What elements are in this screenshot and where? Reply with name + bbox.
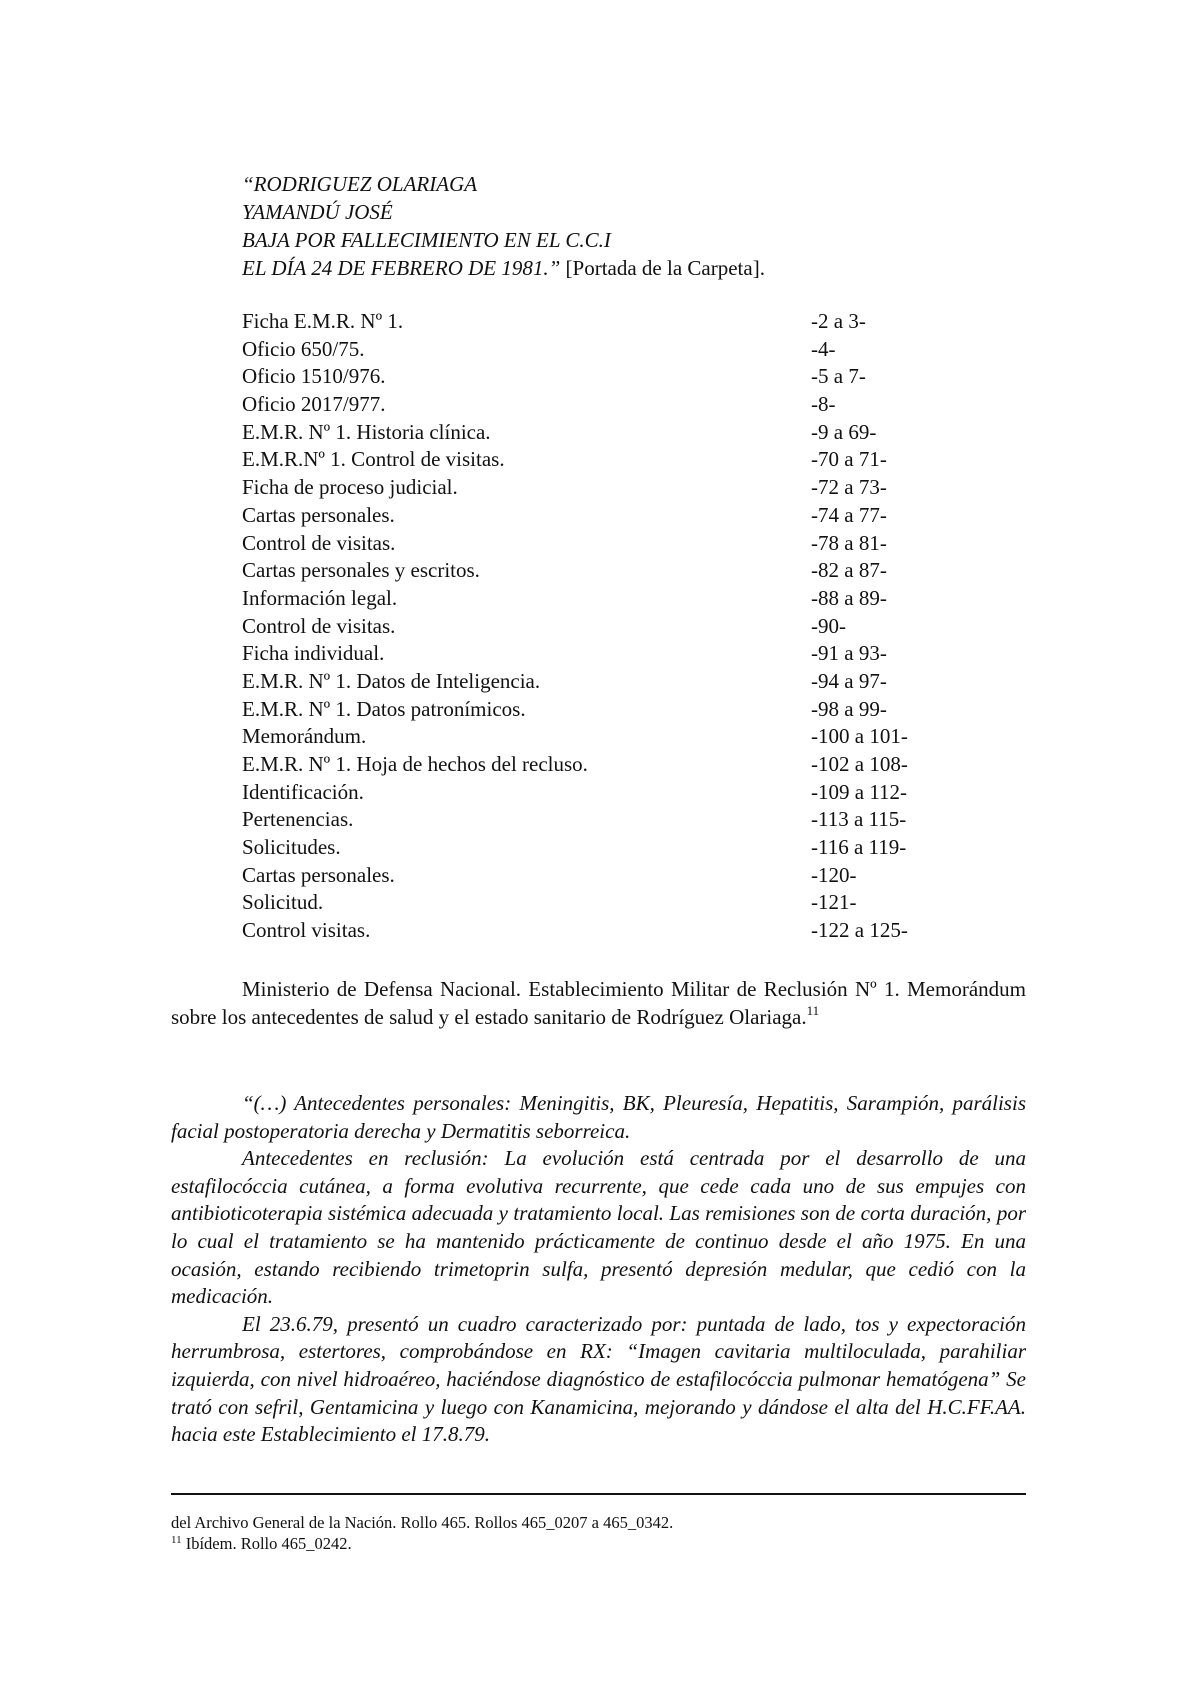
index-entry [242,502,962,530]
cover-line-1: “RODRIGUEZ OLARIAGA [242,172,478,196]
index-entry-title: Cartas personales. [242,862,395,887]
index-entry-pages: -116 a 119- [811,835,907,860]
index-entry-pages: -9 a 69- [811,419,877,444]
index-entry [242,917,962,945]
index-entry-title: E.M.R. Nº 1. Historia clínica. [242,419,491,444]
index-entry [242,308,962,336]
index-entry [242,557,962,585]
index-entry-title: Control visitas. [242,918,371,943]
index-entry-pages: -2 a 3- [811,309,866,333]
footnote-continuation: del Archivo General de la Nación. Rollo 465. Rollos 465_0207 a 465_0342. [171,1513,674,1532]
index-entry [242,889,962,917]
index-entry-title: Solicitud. [242,890,324,915]
folder-cover-title [242,170,765,282]
footnote-separator [171,1493,1026,1495]
index-entry [242,806,962,834]
index-entry-title: Control de visitas. [242,530,396,555]
index-entry-pages: -5 a 7- [811,364,866,389]
medical-quote [171,1090,1026,1449]
index-entry-title: Identificación. [242,779,364,804]
index-entry-title: E.M.R. Nº 1. Datos patronímicos. [242,696,526,721]
footnote-ref-11: 11 [806,1002,820,1018]
index-entry-pages: -113 a 115- [811,807,907,832]
memo-paragraph [171,976,1026,1033]
index-entry-pages: -120- [811,862,857,887]
index-entry [242,336,962,364]
index-entry-title: Oficio 1510/976. [242,364,386,389]
index-entry-title: Ficha de proceso judicial. [242,475,458,500]
index-entry-pages: -8- [811,392,836,417]
index-entry-pages: -94 a 97- [811,668,887,693]
index-entry-title: Solicitudes. [242,835,341,860]
index-entry [242,834,962,862]
index-entry [242,668,962,696]
index-entry [242,391,962,419]
index-entry-title: Control de visitas. [242,613,396,638]
index-entry-pages: -82 a 87- [811,558,887,583]
footnotes [171,1512,1026,1557]
index-entry-pages: -70 a 71- [811,447,887,472]
cover-line-4: EL DÍA 24 DE FEBRERO DE 1981.” [242,256,561,280]
index-entry-pages: -98 a 99- [811,696,887,721]
index-entry-pages: -88 a 89- [811,585,887,610]
index-entry-pages: -4- [811,336,836,361]
index-entry-pages: -102 a 108- [811,752,908,776]
index-entry-pages: -74 a 77- [811,502,887,527]
index-entry-pages: -90- [811,613,846,638]
index-entry [242,640,962,668]
index-entry [242,419,962,447]
index-entry-title: E.M.R.Nº 1. Control de visitas. [242,447,505,472]
index-entry-title: Cartas personales. [242,502,395,527]
index-entry-title: Pertenencias. [242,807,354,832]
index-entry [242,723,962,751]
index-entry [242,696,962,724]
index-entry-title: Oficio 2017/977. [242,392,386,417]
index-entry-title: E.M.R. Nº 1. Datos de Inteligencia. [242,668,541,693]
index-entry-pages: -121- [811,890,857,915]
index-entry-title: Ficha E.M.R. Nº 1. [242,309,404,333]
index-entry-pages: -109 a 112- [811,779,908,804]
index-entry [242,446,962,474]
index-entry-title: Oficio 650/75. [242,336,365,361]
quote-paragraph-personal: “(…) Antecedentes personales: Meningitis, BK, Pleuresía, Hepatitis, Sarampión, parálisis facial postoperatoria derecha y Dermatitis seborreica. [171,1091,1026,1143]
index-entry-title: Ficha individual. [242,641,385,666]
footnote-11-mark: 11 [171,1534,182,1546]
index-entry-title: Memorándum. [242,724,367,749]
index-entry [242,751,962,779]
index-entry-title: Cartas personales y escritos. [242,558,480,583]
index-entry [242,585,962,613]
index-entry [242,613,962,641]
index-entry-title: E.M.R. Nº 1. Hoja de hechos del recluso. [242,752,588,776]
index-entry [242,363,962,391]
footnote-11-text: Ibídem. Rollo 465_0242. [181,1534,352,1553]
index-entry [242,862,962,890]
index-entry-title: Información legal. [242,585,398,610]
cover-note: [Portada de la Carpeta]. [560,256,765,280]
index-entry-pages: -72 a 73- [811,475,887,500]
index-entry-pages: -78 a 81- [811,530,887,555]
cover-line-2: YAMANDÚ JOSÉ [242,200,393,224]
index-entry-pages: -122 a 125- [811,918,908,943]
folder-index-list [242,308,962,945]
index-entry [242,474,962,502]
footnote-11 [171,1533,1026,1557]
quote-paragraph-1979: El 23.6.79, presentó un cuadro caracterizado por: puntada de lado, tos y expectoración herrumbrosa, estertores, comprobándose en RX: “Imagen cavitaria multiloculada, parahiliar izquierda, con nivel hidroaéreo, haciéndose diagnóstico de estafilocóccia pulmonar hematógena” Se trató con sefril, Gentamicina y luego con Kanamicina, mejorando y dándose el alta del H.C.FF.AA. hacia este Establecimiento el 17.8.79. [171,1311,1026,1447]
index-entry-pages: -91 a 93- [811,641,887,666]
index-entry-pages: -100 a 101- [811,724,908,749]
index-entry [242,779,962,807]
cover-line-3: BAJA POR FALLECIMIENTO EN EL C.C.I [242,228,611,252]
quote-paragraph-reclusion: Antecedentes en reclusión: La evolución está centrada por el desarrollo de una estafilocóccia cutánea, a forma evolutiva recurrente, que cede cada uno de sus empujes con antibioticoterapia sistémica adecuada y tratamiento local. Las remisiones son de corta duración, por lo cual el tratamiento se ha mantenido prácticamente de continuo desde el año 1975. En una ocasión, estando recibiendo trimetoprin sulfa, presentó depresión medular, que cedió con la medicación. [171,1146,1026,1309]
index-entry [242,530,962,558]
memo-text: Ministerio de Defensa Nacional. Establecimiento Militar de Reclusión Nº 1. Memorándum sobre los antecedentes de salud y el estado sanitario de Rodríguez Olariaga. [171,977,1026,1029]
